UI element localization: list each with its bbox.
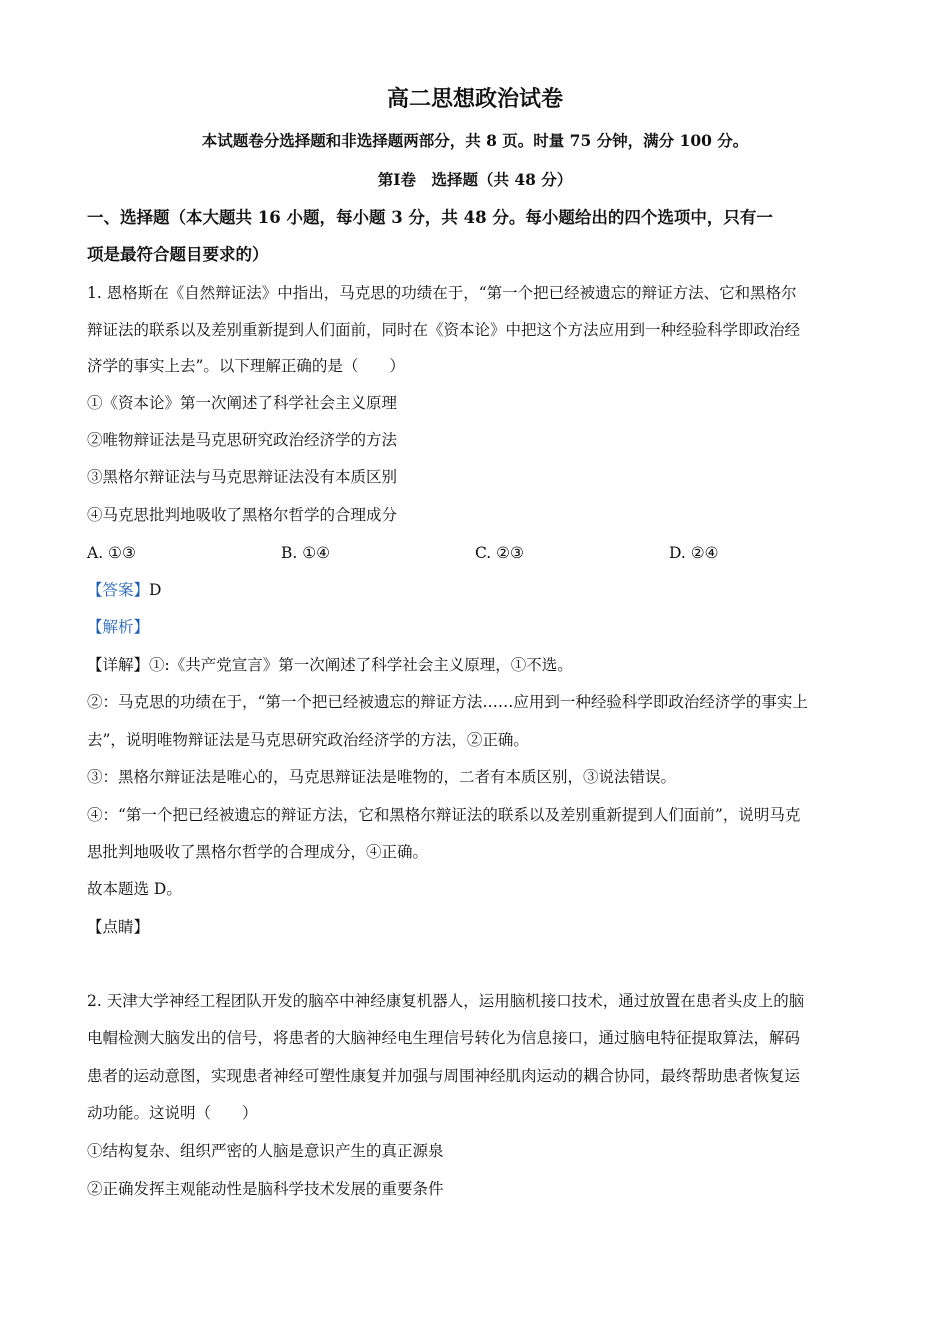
q1-detail-line: ④：“第一个把已经被遗忘的辩证方法，它和黑格尔辩证法的联系以及差别重新提到人们面前”，说明马克 [87, 806, 801, 824]
q1-stem-line: 济学的事实上去”。以下理解正确的是（ ） [87, 357, 405, 375]
answer-tag: 【答案】 [87, 581, 150, 599]
option-c: C. ②③ [475, 544, 524, 562]
q1-detail-line: 故本题选 D。 [87, 880, 182, 898]
q1-detail-line: 思批判地吸收了黑格尔哲学的合理成分，④正确。 [87, 843, 429, 861]
q2-item: ②正确发挥主观能动性是脑科学技术发展的重要条件 [87, 1180, 444, 1198]
q1-item: ①《资本论》第一次阐述了科学社会主义原理 [87, 394, 398, 412]
option-d: D. ②④ [669, 544, 719, 562]
part-heading: 第Ⅰ卷 选择题（共 48 分） [377, 170, 573, 189]
q1-answer [87, 580, 877, 600]
answer-value: D [149, 581, 162, 599]
option-a: A. ①③ [87, 544, 136, 562]
q1-detail-line: 去”，说明唯物辩证法是马克思研究政治经济学的方法，②正确。 [87, 731, 529, 749]
section-heading-line: 一、选择题（本大题共 16 小题，每小题 3 分，共 48 分。每小题给出的四个选项中，只有一 [87, 208, 773, 227]
q1-detail-line [87, 655, 877, 675]
q1-stem-line: 1. 恩格斯在《自然辩证法》中指出，马克思的功绩在于，“第一个把已经被遗忘的辩证方法、它和黑格尔 [87, 284, 797, 302]
exam-intro: 本试题卷分选择题和非选择题两部分，共 8 页。时量 75 分钟，满分 100 分。 [201, 131, 749, 150]
q2-stem-line: 2. 天津大学神经工程团队开发的脑卒中神经康复机器人，运用脑机接口技术，通过放置在患者头皮上的脑 [87, 992, 805, 1010]
q1-detail-line: ③：黑格尔辩证法是唯心的，马克思辩证法是唯物的，二者有本质区别，③说法错误。 [87, 768, 677, 786]
detail-text: ①:《共产党宣言》第一次阐述了科学社会主义原理，①不选。 [149, 656, 573, 674]
section-heading-line: 项是最符合题目要求的） [87, 245, 269, 264]
analysis-tag: 【解析】 [87, 618, 150, 636]
q1-item: ④马克思批判地吸收了黑格尔哲学的合理成分 [87, 506, 398, 524]
q2-stem-line: 电帽检测大脑发出的信号，将患者的大脑神经电生理信号转化为信息接口，通过脑电特征提取算法，解码 [87, 1029, 801, 1047]
detail-tag: 【详解】 [87, 656, 150, 674]
q1-item: ③黑格尔辩证法与马克思辩证法没有本质区别 [87, 468, 398, 486]
q1-analysis [87, 617, 877, 637]
q1-item: ②唯物辩证法是马克思研究政治经济学的方法 [87, 431, 398, 449]
q2-stem-line: 动功能。这说明（ ） [87, 1104, 258, 1122]
q1-stem-line: 辩证法的联系以及差别重新提到人们面前，同时在《资本论》中把这个方法应用到一种经验科学即政治经 [87, 321, 801, 339]
option-b: B. ①④ [281, 544, 331, 562]
q2-stem-line: 患者的运动意图，实现患者神经可塑性康复并加强与周围神经肌肉运动的耦合协同，最终帮助患者恢复运 [87, 1067, 801, 1085]
q1-detail-line: ②：马克思的功绩在于，“第一个把已经被遗忘的辩证方法……应用到一种经验科学即政治经济学的事实上 [87, 693, 808, 711]
page-title: 高二思想政治试卷 [386, 86, 563, 112]
q1-comment-tag: 【点睛】 [87, 918, 150, 936]
q2-item: ①结构复杂、组织严密的人脑是意识产生的真正源泉 [87, 1142, 444, 1160]
